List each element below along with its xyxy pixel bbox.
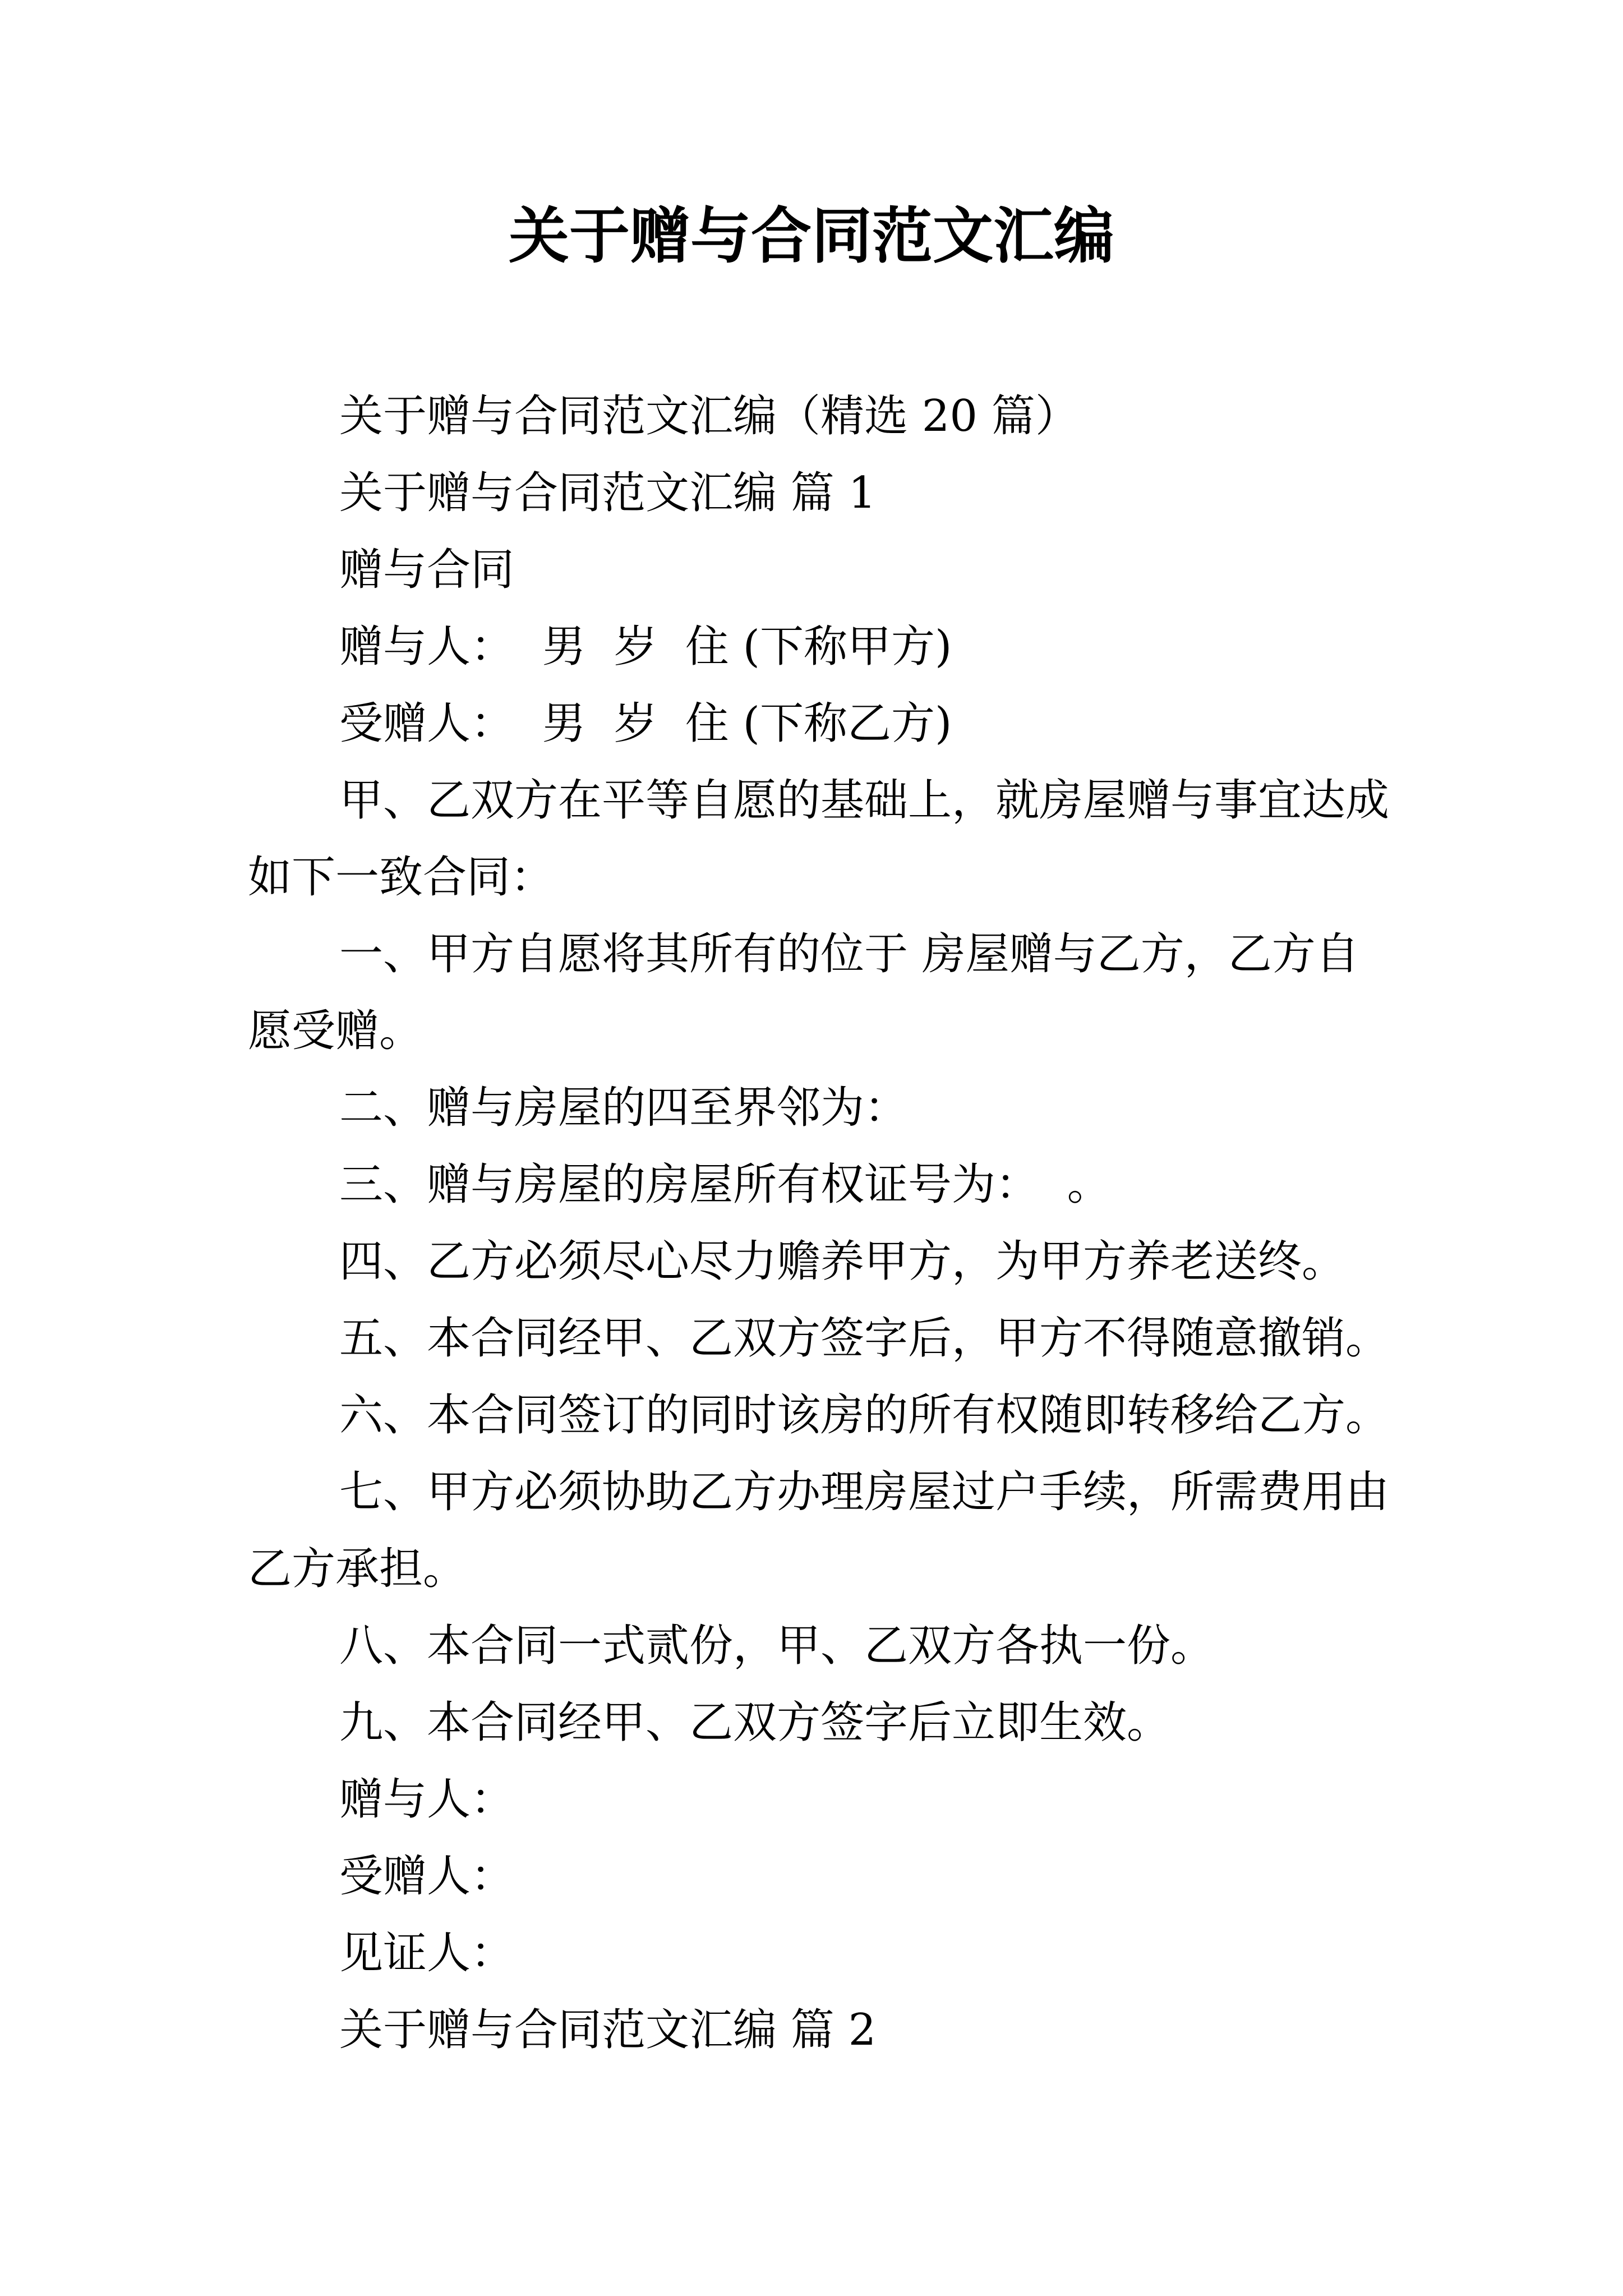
paragraph-clause-6 [248, 1377, 1482, 1454]
signature-line-donor [248, 1761, 1482, 1838]
text-line: 受赠人： 男 岁 住 (下称乙方) [339, 698, 952, 749]
paragraph-preamble [248, 762, 1482, 916]
paragraph-clause-8 [248, 1608, 1482, 1685]
text-line: 九、本合同经甲、乙双方签字后立即生效。 [339, 1697, 1171, 1748]
paragraph-clause-2 [248, 1070, 1482, 1147]
paragraph-clause-7 [248, 1454, 1482, 1608]
document-title: 关于赠与合同范文汇编 [508, 201, 1114, 272]
text-line: 如下一致合同： [248, 852, 555, 903]
text-line: 二、赠与房屋的四至界邻为： [339, 1083, 909, 1133]
text-line: 乙方承担。 [248, 1544, 467, 1594]
text-line: 赠与合同 [339, 545, 515, 595]
text-line: 一、甲方自愿将其所有的位于 房屋赠与乙方，乙方自 [339, 929, 1359, 979]
text-line: 七、甲方必须协助乙方办理房屋过户手续，所需费用由 [339, 1467, 1390, 1517]
paragraph-clause-4 [248, 1223, 1482, 1300]
text-line: 六、本合同签订的同时该房的所有权随即转移给乙方。 [339, 1390, 1390, 1441]
document-body [248, 378, 1482, 2069]
text-line: 关于赠与合同范文汇编 篇 1 [339, 468, 877, 518]
text-line: 受赠人： [339, 1851, 515, 1902]
paragraph-contract-name [248, 532, 1482, 609]
paragraph-donee-info [248, 685, 1482, 762]
text-line: 赠与人： 男 岁 住 (下称甲方) [339, 622, 952, 672]
signature-line-witness [248, 1915, 1482, 1992]
text-line: 甲、乙双方在平等自愿的基础上，就房屋赠与事宜达成 [339, 775, 1390, 826]
text-line: 愿受赠。 [248, 1006, 423, 1056]
text-line: 关于赠与合同范文汇编（精选 20 篇） [339, 391, 1079, 441]
paragraph-section-heading-1 [248, 455, 1482, 532]
paragraph-collection-heading [248, 378, 1482, 455]
paragraph-donor-info [248, 609, 1482, 685]
paragraph-clause-1 [248, 916, 1482, 1070]
text-line: 关于赠与合同范文汇编 篇 2 [339, 2005, 877, 2055]
paragraph-clause-9 [248, 1685, 1482, 1761]
text-line: 见证人： [339, 1928, 515, 1978]
paragraph-clause-5 [248, 1300, 1482, 1377]
text-line: 四、乙方必须尽心尽力赡养甲方，为甲方养老送终。 [339, 1236, 1346, 1287]
paragraph-section-heading-2 [248, 1992, 1482, 2069]
text-line: 五、本合同经甲、乙双方签字后，甲方不得随意撤销。 [339, 1313, 1390, 1364]
text-line: 赠与人： [339, 1774, 515, 1825]
signature-line-donee [248, 1838, 1482, 1915]
text-line: 八、本合同一式贰份，甲、乙双方各执一份。 [339, 1621, 1215, 1671]
paragraph-clause-3 [248, 1147, 1482, 1223]
text-line: 三、赠与房屋的房屋所有权证号为： 。 [339, 1159, 1111, 1210]
